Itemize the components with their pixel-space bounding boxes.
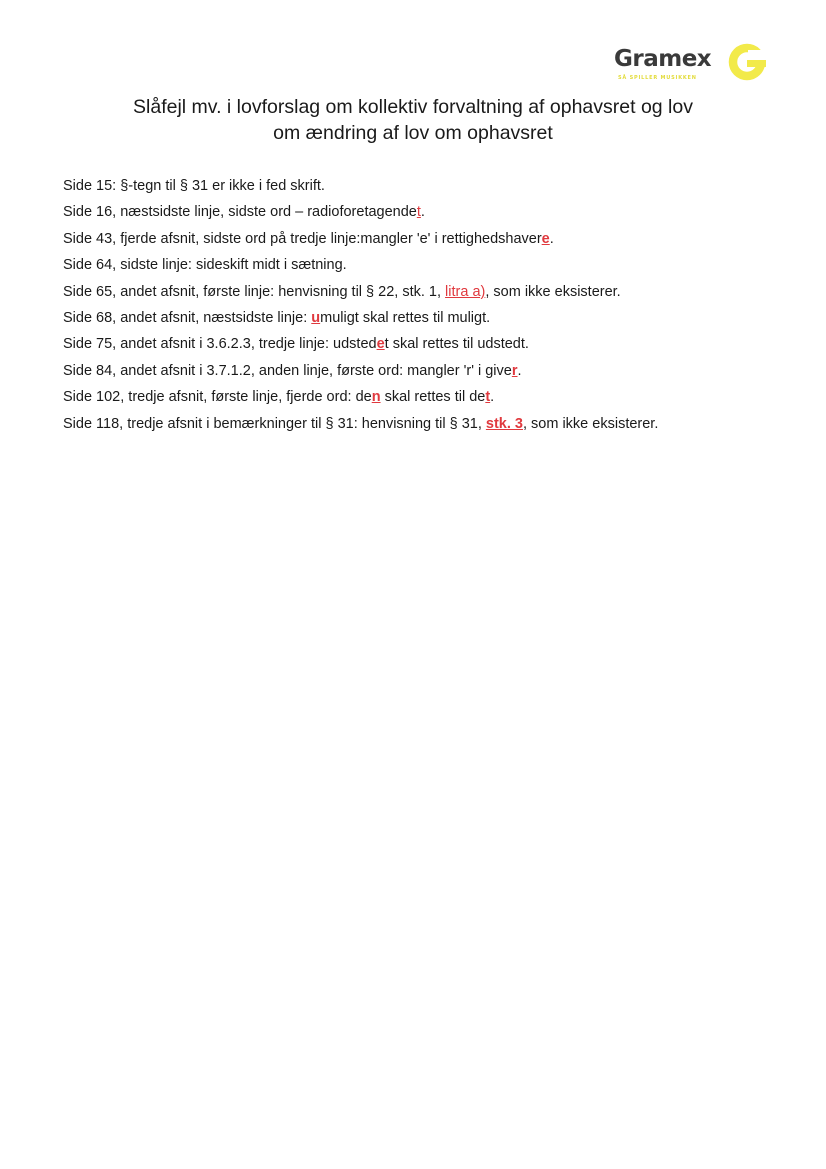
- errata-item: [63, 173, 658, 199]
- errata-item: [63, 384, 658, 410]
- errata-text: .: [517, 362, 522, 379]
- errata-item: [63, 252, 658, 278]
- errata-text: Side 75, andet afsnit i 3.6.2.3, tredje linje: udsted: [63, 336, 377, 353]
- errata-highlight: stk. 3: [485, 415, 523, 432]
- document-title-line-1: Slåfejl mv. i lovforslag om kollektiv forvaltning af ophavsret og lov: [133, 96, 693, 118]
- errata-highlight: t: [416, 204, 421, 221]
- errata-text: Side 68, andet afsnit, næstsidste linje:: [63, 310, 312, 327]
- errata-item: [63, 411, 658, 437]
- errata-text: Side 16, næstsidste linje, sidste ord – radioforetagende: [63, 204, 417, 221]
- errata-highlight: r: [511, 362, 518, 379]
- errata-item: [63, 331, 658, 357]
- errata-text: Side 118, tredje afsnit i bemærkninger til § 31: henvisning til § 31,: [63, 415, 486, 432]
- errata-text: muligt skal rettes til muligt.: [320, 310, 491, 327]
- errata-highlight: t: [485, 389, 491, 406]
- document-title: [60, 94, 766, 146]
- errata-item: [63, 279, 658, 305]
- errata-highlight: u: [311, 310, 321, 327]
- errata-text: t skal rettes til udstedt.: [384, 336, 529, 353]
- errata-text: Side 84, andet afsnit i 3.7.1.2, anden linje, første ord: mangler 'r' i give: [63, 362, 512, 379]
- errata-text: .: [549, 230, 554, 247]
- errata-text: Side 65, andet afsnit, første linje: henvisning til § 22, stk. 1,: [63, 283, 446, 300]
- errata-list: [63, 173, 658, 437]
- errata-item: [63, 226, 658, 252]
- errata-highlight: e: [376, 336, 385, 353]
- logo-tagline: SÅ SPILLER MUSIKKEN: [618, 75, 697, 81]
- errata-highlight: e: [541, 230, 550, 247]
- errata-text: , som ikke eksisterer.: [485, 283, 621, 300]
- document-title-line-2: om ændring af lov om ophavsret: [273, 122, 553, 144]
- errata-text: Side 64, sidste linje: sideskift midt i sætning.: [63, 257, 347, 274]
- errata-text: Side 15: §-tegn til § 31 er ikke i fed skrift.: [63, 178, 325, 194]
- gramex-logo: [614, 42, 766, 88]
- logo-wordmark: Gramex: [614, 46, 712, 72]
- errata-text: Side 43, fjerde afsnit, sidste ord på tredje linje:mangler 'e' i rettighedshaver: [63, 230, 542, 247]
- errata-text: .: [420, 204, 425, 221]
- errata-item: [63, 305, 658, 331]
- errata-item: [63, 199, 658, 225]
- errata-text: Side 102, tredje afsnit, første linje, fjerde ord: de: [63, 389, 372, 406]
- errata-text: skal rettes til de: [380, 389, 486, 406]
- errata-highlight: n: [371, 389, 381, 406]
- errata-highlight: litra a): [445, 283, 486, 300]
- errata-text: , som ikke eksisterer.: [522, 415, 659, 432]
- gramex-g-icon: [728, 43, 766, 81]
- errata-item: [63, 358, 658, 384]
- errata-text: .: [490, 389, 495, 406]
